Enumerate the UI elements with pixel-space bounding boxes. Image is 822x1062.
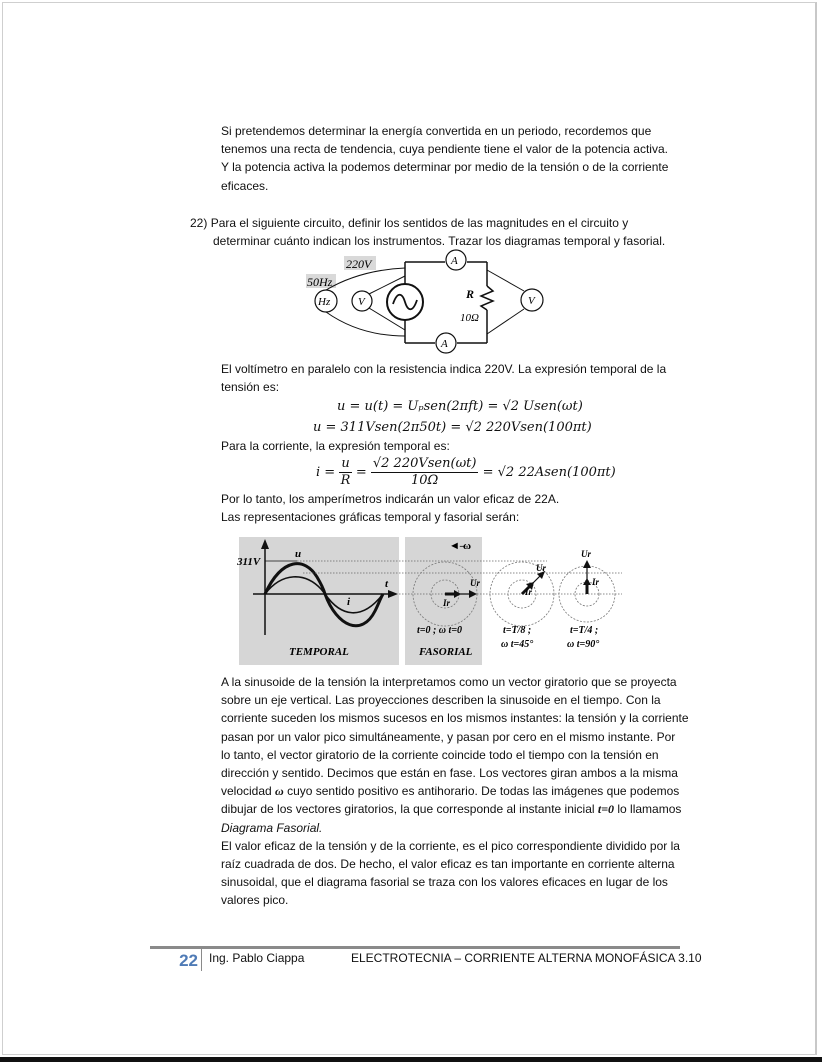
resistor-value: 10Ω bbox=[460, 312, 479, 324]
footer-separator bbox=[201, 947, 202, 971]
fraction-voltage-over-resistance: $\frac{\text{√2 220Vsen(ωt)}}{10\Omega}$ bbox=[372, 456, 477, 488]
u-label: u bbox=[295, 548, 302, 560]
footer-author: Ing. Pablo Ciappa bbox=[209, 951, 305, 965]
equation-current: i = $\frac{u}{R}$ = $\frac{\text{√2 220Vsen(ωt)}}{10\Omega}$ = √2 22Asen(100πt) bbox=[316, 456, 616, 488]
text-line: tensión es: bbox=[221, 380, 280, 395]
text-line: lo tanto, el vector giratorio de la corriente coincide todo el tiempo con la tensión en bbox=[221, 747, 659, 762]
t-label: t bbox=[385, 578, 389, 590]
i-label: i bbox=[347, 596, 351, 608]
text-line: valores pico. bbox=[221, 893, 289, 908]
text-line: eficaces. bbox=[221, 178, 269, 193]
exercise-text-1: Para el siguiente circuito, definir los sentidos de las magnitudes en el circuito y bbox=[210, 216, 629, 230]
temporal-caption: TEMPORAL bbox=[289, 646, 349, 658]
svg-text:Ur: Ur bbox=[470, 578, 481, 588]
page-number: 22 bbox=[179, 951, 198, 970]
fraction-u-over-r: $\frac{u}{R}$ bbox=[340, 456, 351, 488]
exercise-22 bbox=[190, 214, 680, 250]
equation-voltage-numeric: u = 311Vsen(2π50t) = √2 220Vsen(100πt) bbox=[313, 420, 592, 435]
equation-voltage-general: u = u(t) = Uₚsen(2πft) = √2 Usen(ωt) bbox=[337, 399, 583, 414]
instant-2-caption-a: t=T/4 ; bbox=[570, 625, 599, 636]
voltage-label: 220V bbox=[346, 257, 372, 271]
svg-text:A: A bbox=[451, 255, 458, 267]
svg-text:Hz: Hz bbox=[318, 296, 331, 308]
text-line: dibujar de los vectores giratorios, la que corresponde al instante inicial t=0 lo llamamos bbox=[221, 802, 682, 817]
instant-1-caption-b: ω t=45° bbox=[501, 639, 534, 650]
svg-text:Ir: Ir bbox=[592, 577, 600, 587]
text-line: Las representaciones gráficas temporal y fasorial serán: bbox=[221, 510, 520, 525]
text-line: A la sinusoide de la tensión la interpretamos como un vector giratorio que se proyecta bbox=[221, 675, 677, 689]
text-line: El voltímetro en paralelo con la resistencia indica 220V. La expresión temporal de la bbox=[221, 362, 667, 376]
instant-2-caption-b: ω t=90° bbox=[567, 639, 600, 650]
svg-text:A: A bbox=[441, 338, 448, 350]
temporal-fasorial-figure bbox=[237, 537, 622, 665]
omega-symbol: ω bbox=[275, 784, 284, 799]
instant-1-caption-a: t=T/8 ; bbox=[503, 625, 532, 636]
instant-0-caption: t=0 ; ω t=0 bbox=[417, 625, 463, 636]
text-line: pasan por un valor pico simultáneamente, y pasan por cero en el mismo instante. Por bbox=[221, 729, 676, 744]
results-paragraph bbox=[221, 490, 681, 526]
intro-paragraph bbox=[221, 122, 681, 195]
text-line: Y la potencia activa la podemos determinar por medio de la tensión o de la corriente bbox=[221, 160, 669, 175]
text-line: Por lo tanto, los amperímetros indicarán un valor eficaz de 22A. bbox=[221, 492, 560, 506]
peak-label: 311V bbox=[237, 556, 261, 568]
footer-title: ELECTROTECNIA – CORRIENTE ALTERNA MONOFÁSICA 3.10 bbox=[351, 951, 702, 965]
exercise-text-2: determinar cuánto indican los instrumentos. Trazar los diagramas temporal y fasorial. bbox=[213, 234, 666, 249]
text-line: raíz cuadrada de dos. De hecho, el valor eficaz es tan importante en corriente alterna bbox=[221, 857, 675, 872]
footer-rule bbox=[150, 946, 680, 949]
exercise-number: 22) bbox=[190, 216, 208, 230]
svg-text:Ur: Ur bbox=[581, 549, 592, 559]
fasorial-caption: FASORIAL bbox=[419, 646, 473, 658]
text-line: velocidad ω cuyo sentido positivo es antihorario. De todas las imágenes que podemos bbox=[221, 784, 680, 799]
eq-rhs: = √2 22Asen(100πt) bbox=[482, 465, 616, 480]
text-line: sinusoidal, que el diagrama fasorial se traza con los valores eficaces en lugar de los bbox=[221, 875, 668, 890]
t0-symbol: t=0 bbox=[597, 802, 615, 817]
current-intro bbox=[221, 437, 681, 455]
svg-text:Ur: Ur bbox=[536, 563, 547, 573]
svg-text:Ir: Ir bbox=[443, 598, 451, 608]
voltage-paragraph bbox=[221, 360, 681, 396]
omega-label: ω bbox=[463, 540, 472, 552]
text-line: sobre un eje vertical. Las proyecciones describen la sinusoide en el tiempo. Con la bbox=[221, 693, 661, 708]
circuit-diagram bbox=[290, 248, 560, 354]
diagram-name: Diagrama Fasorial. bbox=[221, 820, 323, 835]
svg-text:Ir: Ir bbox=[525, 587, 533, 597]
text-line: tenemos una recta de tendencia, cuya pendiente tiene el valor de la potencia activa. bbox=[221, 142, 668, 157]
text-line: El valor eficaz de la tensión y de la corriente, es el pico correspondiente dividido por la bbox=[221, 838, 680, 853]
bottom-bar bbox=[0, 1057, 822, 1062]
text-line: Para la corriente, la expresión temporal es: bbox=[221, 439, 450, 453]
resistor-label: R bbox=[466, 287, 475, 301]
explanation-paragraph bbox=[221, 673, 689, 910]
svg-text:V: V bbox=[528, 295, 535, 307]
eq-lhs: i = bbox=[316, 465, 340, 480]
frequency-label: 50Hz bbox=[307, 275, 333, 289]
rotation-arrow-icon: ◄– bbox=[449, 540, 466, 552]
text-line: dirección y sentido. Decimos que están en fase. Los vectores giran ambos a la misma bbox=[221, 766, 678, 781]
text-line: Si pretendemos determinar la energía convertida en un periodo, recordemos que bbox=[221, 124, 652, 138]
text-line: corriente suceden los mismos sucesos en los mismos instantes: la tensión y la corriente bbox=[221, 711, 689, 726]
svg-text:V: V bbox=[358, 296, 365, 308]
